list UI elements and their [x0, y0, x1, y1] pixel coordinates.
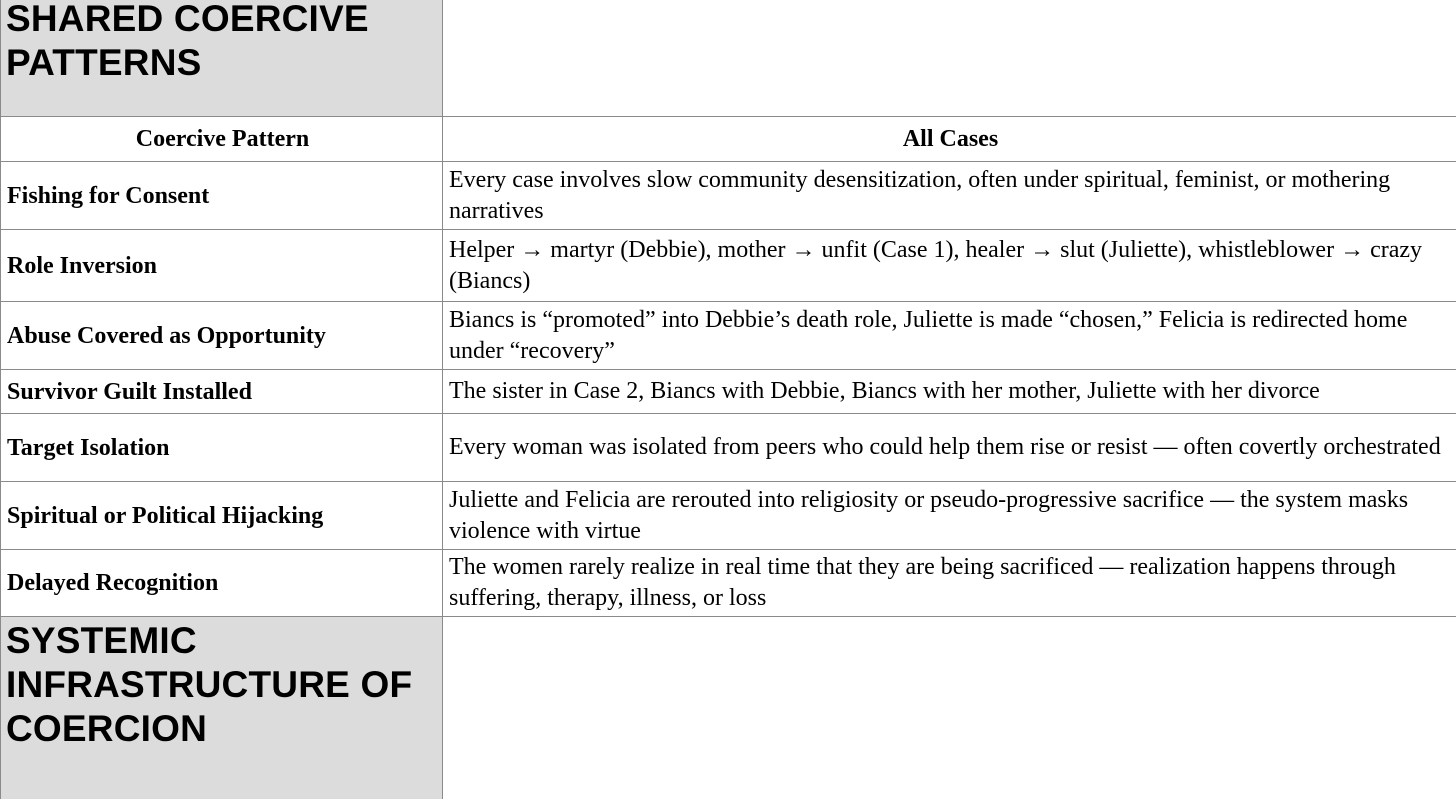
table-row [1, 302, 1456, 370]
pattern-cell: Delayed Recognition [1, 550, 443, 617]
cases-cell: Helper → martyr (Debbie), mother → unfit (Case 1), healer → slut (Juliette), whistleblower → crazy (Biancs) [443, 230, 1456, 302]
table-header-row [1, 117, 1456, 162]
cases-cell: Every case involves slow community desensitization, often under spiritual, feminist, or mothering narratives [443, 162, 1456, 230]
section-row-systemic [1, 617, 1456, 799]
table-row [1, 550, 1456, 617]
section-blank-cell [443, 617, 1456, 799]
section-heading-systemic: SYSTEMIC INFRASTRUCTURE OF COERCION [1, 617, 443, 799]
pattern-cell: Target Isolation [1, 414, 443, 482]
cases-cell: The women rarely realize in real time that they are being sacrificed — realization happens through suffering, therapy, illness, or loss [443, 550, 1456, 617]
table-row [1, 482, 1456, 550]
column-header-cases: All Cases [443, 117, 1456, 162]
cases-cell: Every woman was isolated from peers who could help them rise or resist — often covertly orchestrated [443, 414, 1456, 482]
section-heading-shared: SHARED COERCIVE PATTERNS [1, 0, 443, 117]
pattern-cell: Abuse Covered as Opportunity [1, 302, 443, 370]
cases-cell: Biancs is “promoted” into Debbie’s death role, Juliette is made “chosen,” Felicia is redirected home under “recovery” [443, 302, 1456, 370]
cases-cell: Juliette and Felicia are rerouted into religiosity or pseudo-progressive sacrifice — the system masks violence with virtue [443, 482, 1456, 550]
table-row [1, 162, 1456, 230]
table-row [1, 414, 1456, 482]
table-row [1, 370, 1456, 414]
pattern-cell: Role Inversion [1, 230, 443, 302]
cases-cell: The sister in Case 2, Biancs with Debbie, Biancs with her mother, Juliette with her divorce [443, 370, 1456, 414]
column-header-pattern: Coercive Pattern [1, 117, 443, 162]
pattern-cell: Survivor Guilt Installed [1, 370, 443, 414]
pattern-cell: Spiritual or Political Hijacking [1, 482, 443, 550]
table-row [1, 230, 1456, 302]
pattern-cell: Fishing for Consent [1, 162, 443, 230]
section-blank-cell [443, 0, 1456, 117]
section-row-shared [1, 0, 1456, 117]
